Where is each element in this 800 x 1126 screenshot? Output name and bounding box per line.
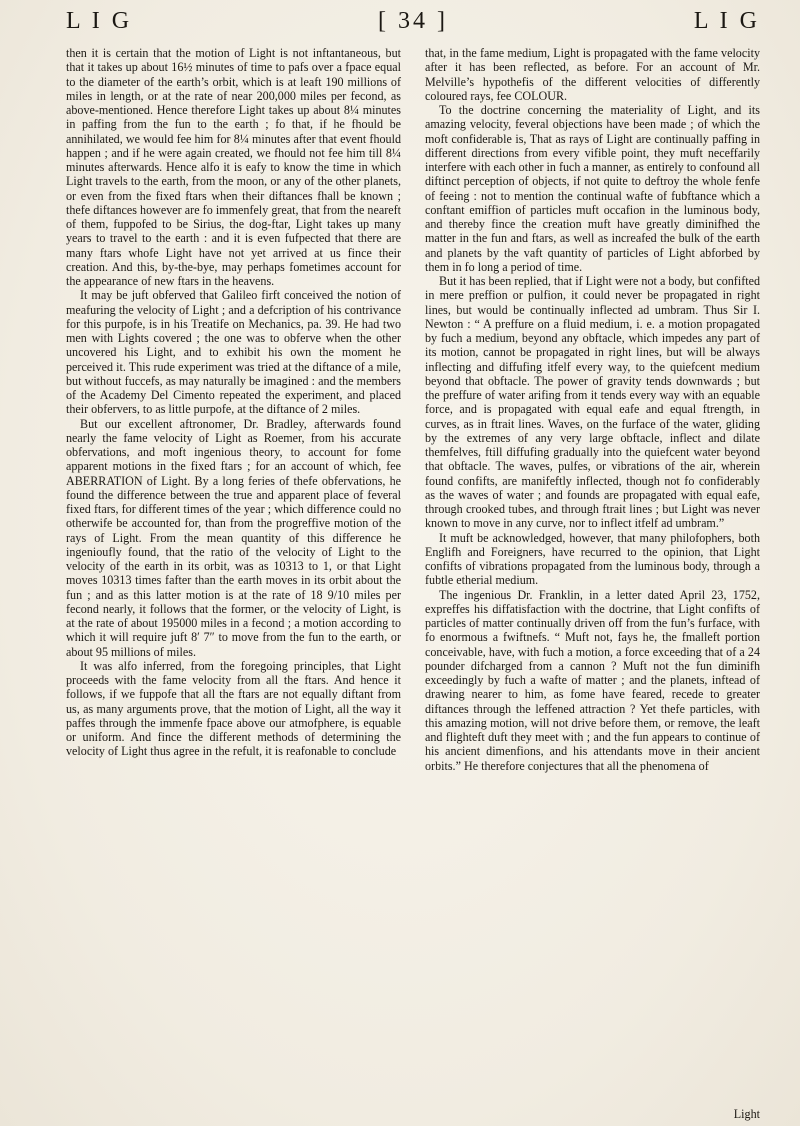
paragraph: then it is certain that the motion of Light is not inftantaneous, but that it takes up about 16½ minutes of time to pafs over a fpace equal to the diameter of the earth’s orbit, which is at leaft 190 millions of miles in length, or at the rate of near 200,000 miles per fecond, as above-mentioned. Hence therefore Light takes up about 8¼ minutes in paffing from the fun to the earth ; fo that, if he fhould be annihilated, we would fee him for 8¼ minutes after that event fhould happen ; and if he were again created, we fhould not fee him till 8¼ minutes afterwards. Hence alfo it is eafy to know the time in which Light travels to the earth, from the moon, or any of the other planets, or even from the fixed ftars when their diftances fhall be known ; thefe diftances however are fo immenfely great, that from the neareft of them, fuppofed to be Sirius, the dog-ftar, Light takes up many years to travel to the earth : and it is even fufpected that there are many ftars whofe Light have not yet arrived at us fince their creation. And this, by-the-bye, may perhaps fometimes account for the appearance of new ftars in the heavens. bbox=[66, 46, 401, 288]
running-head-right: L I G bbox=[693, 8, 760, 34]
paragraph: But it has been replied, that if Light were not a body, but confifted in mere preffion or pulfion, it could never be propagated in right lines, but would be continually inflected ad umbram. Thus Sir I. Newton : “ A preffure on a fluid medium, i. e. a motion propagated by fuch a medium, beyond any obftacle, which impedes any part of its motion, cannot be propagated in right lines, but will be always inflecting and diffufing itfelf every way, to the quiefcent medium beyond that obftacle. The power of gravity tends downwards ; but the preffure of water arifing from it tends every way with an equable force, and is propagated with equal eafe and equal ftrength, in curves, as in ftrait lines. Waves, on the furface of the water, gliding by the extremes of any very large obftacle, inflect and dilate themfelves, ftill diffufing gradually into the quiefcent water beyond that obftacle. The waves, pulfes, or vibrations of the air, wherein found confifts, are manifeftly inflected, though not fo confiderably as the waves of water ; and founds are propagated with equal eafe, through crooked tubes, and through ftrait lines ; but Light was never known to move in any curve, nor to inflect itfelf ad umbram.” bbox=[425, 274, 760, 531]
paragraph: The ingenious Dr. Franklin, in a letter dated April 23, 1752, expreffes his diffatisfaction with the doctrine, that Light confifts of particles of matter continually driven off from the fun’s furface, with fo enormous a fwiftnefs. “ Muft not, fays he, the fmalleft portion conceivable, have, with fuch a motion, a force exceeding that of a 24 pounder difcharged from a cannon ? Muft not the fun diminifh exceedingly by fuch a wafte of matter ; and the planets, inftead of drawing nearer to him, as fome have feared, recede to greater diftances through the leffened attraction ? Yet thefe particles, with this amazing motion, will not drive before them, or remove, the leaft and flighteft duft they meet with ; and the fun appears to continue of his ancient dimenfions, and his attendants move in their ancient orbits.” He therefore conjectures that all the phenomena of bbox=[425, 587, 760, 773]
left-column bbox=[66, 46, 401, 759]
paragraph: It muft be acknowledged, however, that many philofophers, both Englifh and Foreigners, have recurred to the opinion, that Light confifts of vibrations propagated from the luminous body, through a fubtle etherial medium. bbox=[425, 530, 760, 588]
page-number: [ 34 ] bbox=[378, 8, 448, 34]
paragraph: that, in the fame medium, Light is propagated with the fame velocity after it has been reflected, as before. For an account of Mr. Melville’s hypothefis of the different velocities of differently coloured rays, fee COLOUR. bbox=[425, 46, 760, 103]
paragraph: It was alfo inferred, from the foregoing principles, that Light proceeds with the fame velocity from all the ftars. And hence it follows, if we fuppofe that all the ftars are not equally diftant from us, as many arguments prove, that the motion of Light, all the way it paffes through the immenfe fpace above our atmofphere, is equable or uniform. And fince the different methods of determining the velocity of Light thus agree in the refult, it is reafonable to conclude bbox=[66, 658, 401, 759]
running-head-left: L I G bbox=[66, 8, 133, 34]
paragraph: But our excellent aftronomer, Dr. Bradley, afterwards found nearly the fame velocity of Light as Roemer, from his accurate obfervations, and moft ingenious theory, to account for fome apparent motions in the fixed ftars ; for an account of which, fee ABERRATION of Light. By a long feries of thefe obfervations, he found the difference between the true and apparent place of feveral fixed ftars, for different times of the year ; which difference could no otherwife be accounted for, than from the progreffive motion of the rays of Light. From the mean quantity of this difference he ingenioufly found, that the ratio of the velocity of Light to the velocity of the earth in its orbit, was as 10313 to 1, or that Light moves 10313 times fafter than the earth moves in its orbit about the fun ; and as this latter motion is at the rate of 18 9/10 miles per fecond nearly, it follows that the former, or the velocity of Light, is at the rate of about 195000 miles in a fecond ; a motion according to which it will require juft 8′ 7″ to move from the fun to the earth, or about 95 millions of miles. bbox=[66, 416, 401, 659]
running-head bbox=[66, 8, 760, 40]
catchword: Light bbox=[733, 1107, 760, 1121]
right-column bbox=[425, 46, 760, 773]
paragraph: It may be juft obferved that Galileo firft conceived the notion of meafuring the velocity of Light ; and a defcription of his contrivance for this purpofe, is in his Treatife on Mechanics, pa. 39. He had two men with Lights covered ; the one was to obferve when the other uncovered his Light, and to exhibit his own the moment he perceived it. This rude experiment was tried at the diftance of a mile, but without fuccefs, as may naturally be imagined : and the members of the Academy Del Cimento repeated the experiment, and placed their obfervers, to as little purpofe, at the diftance of 2 miles. bbox=[66, 288, 401, 417]
paragraph: To the doctrine concerning the materiality of Light, and its amazing velocity, feveral objections have been made ; of which the moft confiderable is, That as rays of Light are continually paffing in different directions from every vifible point, they muft neceffarily interfere with each other in fuch a manner, as entirely to confound all diftinct perception of objects, if not quite to deftroy the whole fenfe of feeing : not to mention the continual wafte of fubftance which a conftant emiffion of particles muft occafion in the luminous body, and thereby fince the creation muft have greatly diminifhed the matter in the fun and ftars, as well as increafed the bulk of the earth and planets by the vaft quantity of particles of Light abforbed by them in fo long a period of time. bbox=[425, 103, 760, 274]
